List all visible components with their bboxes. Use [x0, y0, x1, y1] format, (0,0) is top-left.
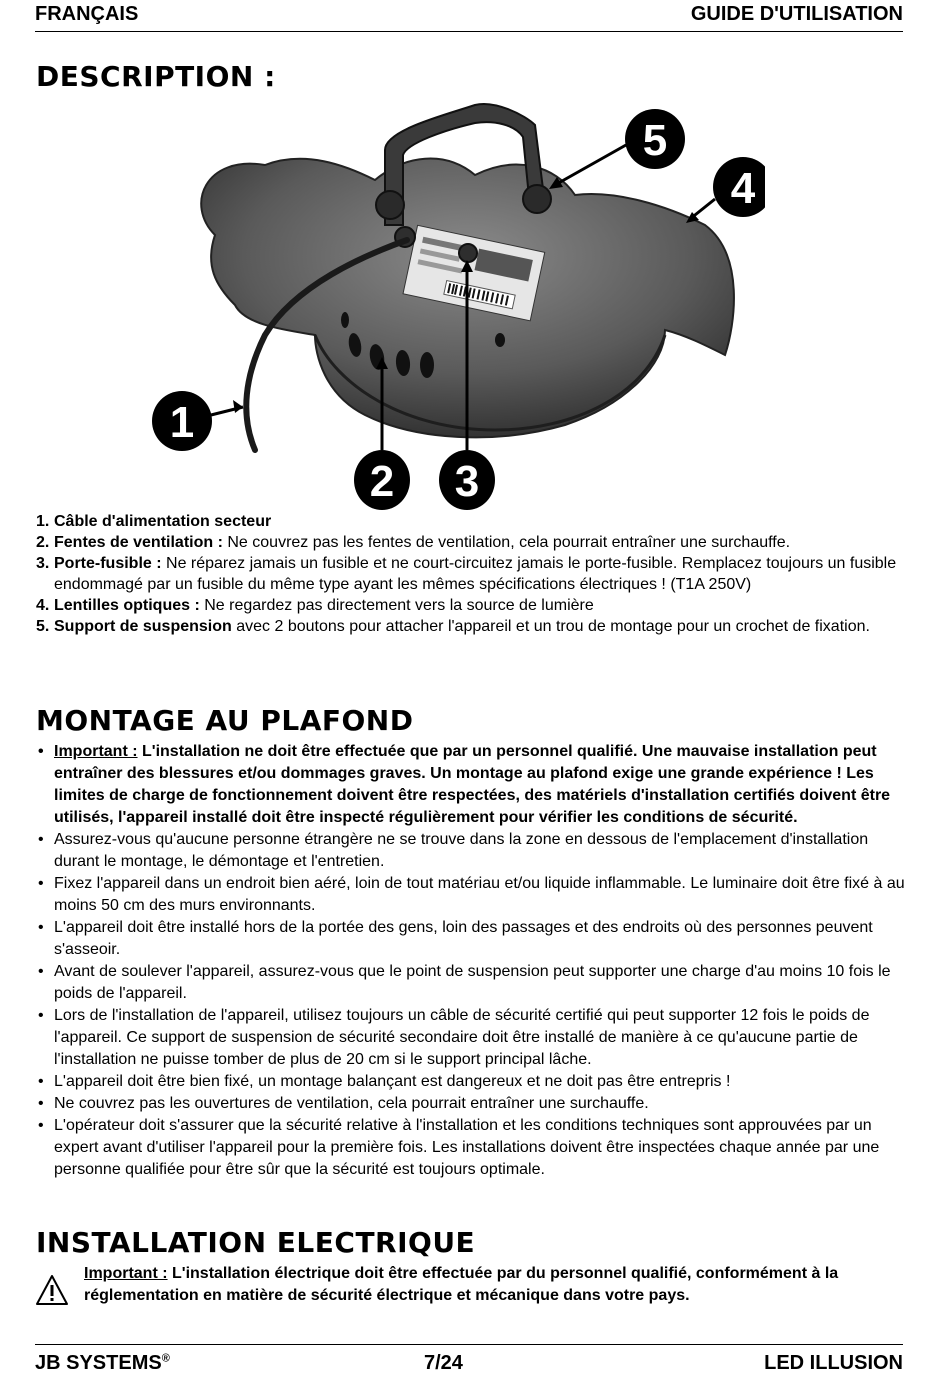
product-illustration [145, 95, 765, 515]
callout-5: 5 [642, 116, 668, 165]
list-item: • Lors de l'installation de l'appareil, utilisez toujours un câble de sécurité certifié qui peut supporter 12 fois le poids de l'appareil. Ce support de suspension de sécurité secondaire doit être installé de manière à ce qu'aucune partie de l'installation ne puisse tomber de plus de 20 cm si le support principal lâche. [38, 1007, 870, 1068]
list-item: • L'appareil doit être bien fixé, un montage balançant est dangereux et ne doit pas être entrepris ! [36, 1071, 916, 1093]
header-guide-title: GUIDE D'UTILISATION [690, 3, 903, 25]
section-title-mounting: MONTAGE AU PLAFOND [36, 704, 414, 737]
footer-product: LED ILLUSION [764, 1352, 903, 1374]
callout-4: 4 [730, 164, 756, 213]
callout-1: 1 [169, 398, 195, 447]
section-title-electrical: INSTALLATION ELECTRIQUE [36, 1226, 476, 1259]
bullet-icon: • [38, 963, 44, 980]
bullet-icon: • [38, 875, 44, 892]
bullet-icon: • [38, 743, 44, 760]
description-item: 4. Lentilles optiques : Ne regardez pas directement vers la source de lumière [36, 597, 594, 614]
description-item: 5. Support de suspension avec 2 boutons pour attacher l'appareil et un trou de montage pour un crochet de fixation. [36, 618, 870, 635]
bullet-icon: • [38, 831, 44, 848]
description-list [36, 511, 916, 637]
bullet-icon: • [38, 1095, 44, 1112]
list-item: • L'appareil doit être installé hors de la portée des gens, loin des passages et des endroits où des personnes peuvent s'asseoir. [38, 919, 873, 958]
description-item: 1. Câble d'alimentation secteur [36, 513, 272, 530]
bullet-icon: • [38, 1117, 44, 1134]
list-item: • Important : L'installation ne doit être effectuée que par un personnel qualifié. Une mauvaise installation peut entraîner des blessures et/ou dommages graves. Un montage au plafond exige une grande expérience ! Les limites de charge de fonctionnement doivent être respectées, des matériels d'installation certifiés doivent être utilisés, l'appareil installé doit être inspecté régulièrement pour vérifier les conditions de sécurité. [38, 743, 891, 826]
electrical-warning: Important : L'installation électrique doit être effectuée par du personnel qualifié, conformément à la réglementation en matière de sécurité électrique et mécanique dans votre pays. [84, 1265, 839, 1304]
bullet-icon: • [38, 919, 44, 936]
mounting-list [36, 741, 916, 1181]
list-item: • Ne couvrez pas les ouvertures de ventilation, cela pourrait entraîner une surchauffe. [36, 1093, 916, 1115]
warning-icon [35, 1274, 69, 1306]
list-item: • Fixez l'appareil dans un endroit bien aéré, loin de tout matériau et/ou liquide inflammable. Le luminaire doit être fixé à au moins 50 cm des murs environnants. [38, 875, 905, 914]
bullet-icon: • [38, 1073, 44, 1090]
description-item: 3. Porte-fusible : Ne réparez jamais un fusible et ne court-circuitez jamais le porte-fusible. Remplacez toujours un fusible endommagé par un fusible du même type ayant les mêmes spécifications électriques ! (T1A 250V) [36, 555, 897, 593]
bullet-icon: • [38, 1007, 44, 1024]
callout-3: 3 [454, 457, 480, 506]
header-language: FRANÇAIS [35, 3, 139, 25]
list-item: • Avant de soulever l'appareil, assurez-vous que le point de suspension peut supporter une charge d'au moins 10 fois le poids de l'appareil. [38, 963, 891, 1002]
page-header [35, 0, 903, 32]
list-item: • L'opérateur doit s'assurer que la sécurité relative à l'installation et les conditions techniques sont approuvées par un expert avant d'utiliser l'appareil pour la première fois. Les installations doivent être inspectées chaque année par une personne qualifiée pour être sûr que la sécurité est toujours optimale. [38, 1117, 880, 1178]
footer-brand: JB SYSTEMS® [35, 1352, 170, 1374]
page-number: 7/24 [424, 1352, 463, 1374]
list-item: • Assurez-vous qu'aucune personne étrangère ne se trouve dans la zone en dessous de l'emplacement d'installation durant le montage, le démontage et l'entretien. [38, 831, 869, 870]
description-item: 2. Fentes de ventilation : Ne couvrez pas les fentes de ventilation, cela pourrait entraîner une surchauffe. [36, 534, 791, 551]
callout-2: 2 [369, 457, 395, 506]
section-title-description: DESCRIPTION : [36, 60, 276, 93]
page-footer [35, 1344, 903, 1385]
